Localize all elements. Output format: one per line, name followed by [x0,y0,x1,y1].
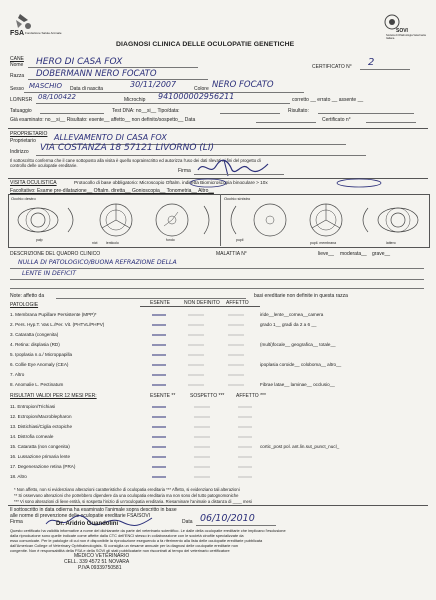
sovi-subtitle: Società di Oftalmologia Veterinaria Italiana [386,34,426,40]
razza-label: Razza [10,73,25,79]
esaminato-label: Già esaminato: no__si__ Risultato: esente__ affetto__ non definito/sospetto__ Data [10,117,196,123]
col-esente-1: ESENTE [150,300,171,306]
table1-row: 8. Anomalie L. Pectinatum [10,382,64,387]
lbl-pupil-membrana-left: pupil. membrana [310,241,337,245]
table1-row-extra: ipoplasia coroide__ coloboma__ altro__ [260,362,342,367]
table2-row: 17. Degenerazione retina (PRA) [10,464,76,469]
check-biomicroscopia-icon [336,178,382,188]
microchip-value: 941000002956211 [158,92,235,101]
doctor-name: Dr. Aridrio Guandolini [56,521,119,527]
footnote-1: * Non affetto, non si evidenziano alterazioni caratteristiche di oculopatia ereditaria *** Affetto, si evidenziano tali alterazioni [14,487,240,492]
legal-text-2: dalla riproduzione sono quelle indicate come affette dalla CTC dell'ENCI stesso in collaborazione con le società cinofile specializzate da [10,533,244,538]
table1-marks [148,310,258,390]
occhio-destro-label: Occhio destro [11,196,36,201]
descrizione-heading: DESCRIZIONE DEL QUADRO CLINICO [10,251,101,257]
fsa-subtitle: Fondazione Salute Animale [25,31,62,35]
legal-text-3: esso comunicate. Per le patologie di cui non è disponibile la riproduzione eseguendo a fa riferimento alla lista delle oculopatie ereditarie pubblicata [10,538,263,543]
table2-row: 14. Distrofia corneale [10,434,54,439]
certificato2-label: Certificato n° [322,117,351,123]
footnote-3: *** Vi sono alterazioni di lieve entità, si sospetta l'inizio di un'oculopatia ereditaria. Riesaminare l'animale a distanza di ____ mesi [14,499,252,504]
fsa-logo-text: FSA [10,30,24,37]
lonrsr-value: 08/100422 [38,93,76,101]
stamp-line-2: CELL. 339 4572 51 NOVARA [64,559,130,565]
check-microscopio-icon [188,178,228,188]
nome-label: Nome [10,62,24,68]
nome-value: HERO DI CASA FOX [36,57,123,67]
table2-row: 18. Altro [10,474,27,479]
sesso-value: MASCHIO [29,82,62,90]
table1-row: 5. Ipoplasia n.o./ Microppapilla [10,352,73,357]
fsa-logo-icon [8,10,58,44]
col-affetto-1: AFFETTO [226,300,249,306]
cane-heading: CANE [10,56,24,62]
proprietario-label: Proprietario [10,138,36,144]
table1-row: 2. Pers. Hyp.T. Vas L./Per. Vit. (PHTVL/PHPV) [10,322,105,327]
data-value: 06/10/2010 [200,513,255,524]
legal-text-1: Questo certificato ha validità informative a nome del dichiarante da parte del veterinario scientifico. Le dalle della oculopatie ereditarie che implicano l'esclusione [10,528,286,533]
microchip-label: Microchip [124,97,146,103]
descrizione-handwritten-1: NULLA DI PATOLOGICO/BUONA REFRAZIONE DELLA [18,259,177,266]
colore-label: Colore [194,86,209,92]
table2-row: 13. Distichiasi/Ciglia ectopiche [10,424,73,429]
col-nondef-1: NON DEFINITO [184,300,220,306]
tatuaggio-label: Tatuaggio [10,108,32,114]
certificato-value: 2 [368,57,375,68]
conferma-text-2: controllo delle oculopatie ereditarie. [10,163,78,168]
piva-text: P.IVA 09339750581 [78,565,122,571]
table1-row-extra: Fibrae latae__ laminae__ occlusio__ [260,382,335,387]
razza-value: DOBERMANN NERO FOCATO [36,69,157,79]
indirizzo-label: Indirizzo [10,149,29,155]
protocollo-text: Protocollo di base obbligatorio: Microscopio Oftalm. indiretta Biomicroscopia binoculare > 10x [74,180,268,185]
lonrsr-label: LO/NRSR [10,97,33,103]
table2-heading: RISULTATI VALIDI PER 12 MESI PER: [10,393,97,399]
dna-label: Test DNA: no__si__ Tipo/data: [112,108,180,114]
basi-label: basi ereditarie non definite in questa razza [254,293,348,299]
sottoscritto-text: Il sottoscritto in data odierna ha esaminato l'animale sopra descritto in base [10,507,177,513]
table2-marks [148,402,258,482]
lbl-nict-right: nict [92,241,98,245]
document-title: DIAGNOSI CLINICA DELLE OCULOPATIE GENETICHE [116,41,295,48]
table2-row: 11. Entropion/Trichiasi [10,404,56,409]
visita-heading: VISITA OCULISTICA [10,180,57,186]
nascita-label: Data di nascita [70,86,104,92]
table1-row: 7. Altro [10,372,25,377]
sovi-logo-text: SOVI [396,28,408,34]
colore-value: NERO FOCATO [212,80,274,90]
table1-row: 3. Cataratta (congenita) [10,332,59,337]
vet-firma-label: Firma [10,519,23,525]
sottoscritto-text-2: alle norme di prevenzione delle oculopatie ereditarie FSA/SOVI [10,513,151,519]
lbl-palp-right: palp [36,238,43,242]
malattia-label: MALATTIA N° [216,251,247,257]
footnote-2: ** Si osservano alterazioni che potrebbero dipendere da una oculopatia ereditaria ma non sono del tutto patognomoniche [14,493,239,498]
grave-label: grave__ [372,251,391,257]
legal-text-4: dall'American College of Veterinary Ophthalmologists. Si consiglia un riesame annuale per la diagnosi delle oculopatie ereditarie non [10,543,239,548]
col-affetto-2: AFFETTO *** [236,393,266,399]
stamp-line-1: MEDICO VETERINARIO [74,553,130,559]
proprietario-value: ALLEVAMENTO DI CASA FOX [54,133,167,142]
conferma-text-1: Il sottoscritto conferma che il cane sottoposto alla visita è quello soprainscritto ed autorizza l'uso dei dati rilevati ai fini del progetto di [10,158,261,163]
col-patologie: PATOLOGIE [10,302,39,308]
table1-row-extra: iride__lente__cornea__camera [260,312,324,317]
table1-row: 1. Membrana Pupillare Persistente (MPP)* [10,312,97,317]
indirizzo-value: VIA COSTANZA 18 57121 LIVORNO (LI) [40,143,214,153]
table1-row: 4. Retina: displasia (RD) [10,342,60,347]
data-label: Data [182,519,193,525]
certificato-label: CERTIFICATO N° [312,64,352,70]
facoltativo-text: Facoltativo: Esame pre-dilatazione__ Oftalm. diretta__ Gonioscopia__ Tonometria__ Altro__ [10,188,214,194]
moderata-label: moderata__ [340,251,367,257]
table2-row: 16. Lussazione primaria lente [10,454,71,459]
col-esente-2: ESENTE ** [150,393,176,399]
lieve-label: lieve__ [318,251,334,257]
risultato-label: Risultato: [288,108,309,114]
occhio-sinistro-label: Occhio sinistro [224,196,251,201]
col-sospetto-2: SOSPETTO *** [190,393,225,399]
table1-row-extra: grado 1__ gradi da 2 a 6 __ [260,322,317,327]
note-label: Note: affetto da [10,293,45,299]
nascita-value: 30/11/2007 [130,80,177,89]
table2-row-extra: cortic_post pol. ant.lin.sut_punct_nucl_ [260,444,340,449]
proprietario-firma-label: Firma [178,168,191,174]
table2-row: 15. Cataratta (non congenita) [10,444,70,449]
sesso-label: Sesso [10,86,24,92]
table1-row: 6. Collie Eye Anomaly (CEA) [10,362,69,367]
lbl-lenticolo-right: lenticolo [106,241,119,245]
lbl-fondo-right: fondo [166,238,175,242]
descrizione-handwritten-2: LENTE IN DEFICIT [22,270,77,277]
legal-text-5: congenite. Non è responsabilità della FSA e della SOVI gli stati pubblicatarie non riscontrati al tempo del veterinario certificatore [10,548,230,553]
table2-row: 12. Ectropion/Macroblepharon [10,414,72,419]
table1-row-extra: (multi)focale__ geografica__ totale__ [260,342,336,347]
lbl-pupil-left: pupil [236,238,244,242]
proprietario-heading: PROPRIETARIO [10,131,48,137]
lbl-lattero-left: lattero [386,241,396,245]
left-eye-diagram [226,200,426,246]
microchip-status: corretto __ errato __ assente __ [292,97,364,103]
